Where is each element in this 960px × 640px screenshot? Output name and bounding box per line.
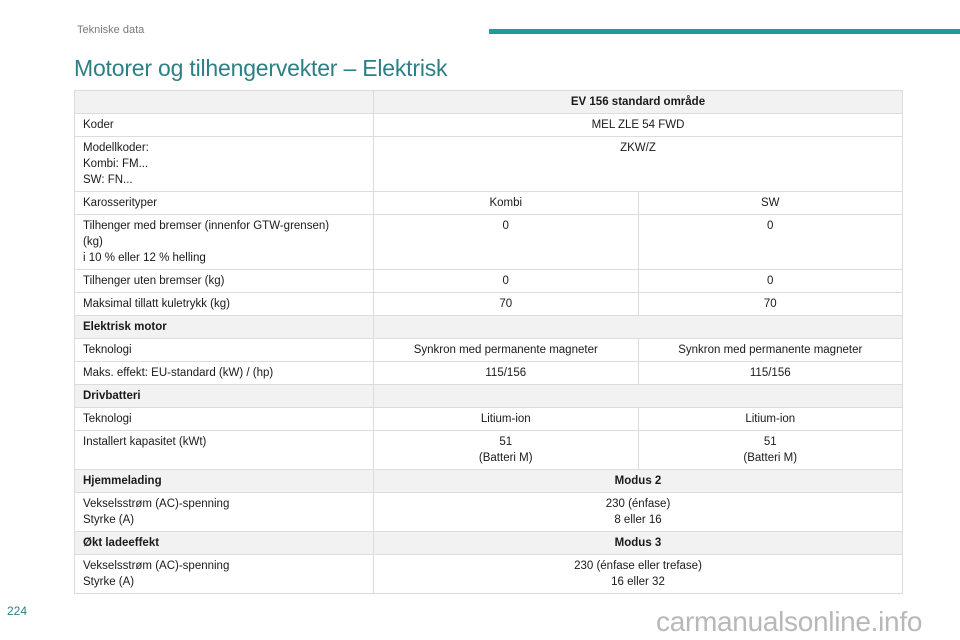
- value-line: 16 eller 32: [611, 576, 665, 588]
- table-cell: [374, 316, 903, 339]
- row-label: [75, 137, 374, 192]
- label-line: Tilhenger med bremser (innenfor GTW-grensen): [83, 220, 330, 232]
- watermark: carmanualsonline.info: [656, 606, 923, 637]
- row-value-col2: 115/156: [638, 362, 903, 385]
- row-value: [374, 555, 903, 594]
- row-value-col1: 0: [374, 270, 639, 293]
- value-line: 230 (énfase eller trefase): [574, 560, 702, 572]
- section-row: [75, 470, 903, 493]
- row-label: Teknologi: [75, 408, 374, 431]
- row-value-col1: Kombi: [374, 192, 639, 215]
- row-value-col2: 0: [638, 270, 903, 293]
- value-line: 51: [763, 436, 777, 448]
- table-row: [75, 493, 903, 532]
- row-value-col1: Synkron med permanente magneter: [374, 339, 639, 362]
- row-value-col1: 70: [374, 293, 639, 316]
- page-number: 224: [7, 604, 28, 618]
- section-value: Modus 3: [374, 532, 903, 555]
- table-row: [75, 408, 903, 431]
- table-row: [75, 339, 903, 362]
- table-row: [75, 192, 903, 215]
- value-line: 8 eller 16: [614, 514, 662, 526]
- value-line: (Batteri M): [478, 452, 533, 464]
- section-row: [75, 316, 903, 339]
- row-value-col2: Synkron med permanente magneter: [638, 339, 903, 362]
- label-line: SW: FN...: [83, 174, 133, 186]
- section-header: Tekniske data: [77, 24, 145, 36]
- table-row: [75, 293, 903, 316]
- page-title: Motorer og tilhengervekter – Elektrisk: [74, 55, 448, 81]
- table-header-row: [75, 91, 903, 114]
- label-line: Styrke (A): [83, 514, 135, 526]
- table-row: [75, 215, 903, 270]
- table-row: [75, 431, 903, 470]
- label-line: Modellkoder:: [83, 142, 149, 154]
- row-value-col1: 0: [374, 215, 639, 270]
- section-label: Hjemmelading: [75, 470, 374, 493]
- table-row: [75, 555, 903, 594]
- table-row: [75, 137, 903, 192]
- row-label: [75, 493, 374, 532]
- row-label: Karosserityper: [75, 192, 374, 215]
- value-line: 230 (énfase): [605, 498, 671, 510]
- header-accent-bar: [489, 29, 960, 34]
- row-value: MEL ZLE 54 FWD: [374, 114, 903, 137]
- row-value-col2: 0: [638, 215, 903, 270]
- table-row: [75, 270, 903, 293]
- column-heading: EV 156 standard område: [374, 91, 903, 114]
- row-value-col1: Litium-ion: [374, 408, 639, 431]
- row-value-col2: 70: [638, 293, 903, 316]
- row-label: Maksimal tillatt kuletrykk (kg): [75, 293, 374, 316]
- label-line: (kg): [83, 236, 103, 248]
- section-row: [75, 532, 903, 555]
- label-line: Vekselsstrøm (AC)-spenning: [83, 560, 230, 572]
- row-value-col2: [638, 431, 903, 470]
- row-label: Teknologi: [75, 339, 374, 362]
- value-line: 51: [499, 436, 513, 448]
- row-label: Installert kapasitet (kWt): [75, 431, 374, 470]
- table-row: [75, 114, 903, 137]
- table-cell: [374, 385, 903, 408]
- row-value-col2: SW: [638, 192, 903, 215]
- section-label: Elektrisk motor: [75, 316, 374, 339]
- section-row: [75, 385, 903, 408]
- row-value-col1: 115/156: [374, 362, 639, 385]
- row-label: Maks. effekt: EU-standard (kW) / (hp): [75, 362, 374, 385]
- section-value: Modus 2: [374, 470, 903, 493]
- section-label: Økt ladeeffekt: [75, 532, 374, 555]
- label-line: Kombi: FM...: [83, 158, 149, 170]
- row-label: Tilhenger uten bremser (kg): [75, 270, 374, 293]
- table-cell: [75, 91, 374, 114]
- row-value-col2: Litium-ion: [638, 408, 903, 431]
- row-label: [75, 215, 374, 270]
- row-label: Koder: [75, 114, 374, 137]
- row-label: [75, 555, 374, 594]
- row-value-col1: [374, 431, 639, 470]
- spec-table: [74, 90, 903, 594]
- section-label: Drivbatteri: [75, 385, 374, 408]
- label-line: Vekselsstrøm (AC)-spenning: [83, 498, 230, 510]
- row-value: [374, 493, 903, 532]
- table-row: [75, 362, 903, 385]
- row-value: ZKW/Z: [374, 137, 903, 192]
- value-line: (Batteri M): [743, 452, 798, 464]
- label-line: Styrke (A): [83, 576, 135, 588]
- label-line: i 10 % eller 12 % helling: [83, 252, 206, 264]
